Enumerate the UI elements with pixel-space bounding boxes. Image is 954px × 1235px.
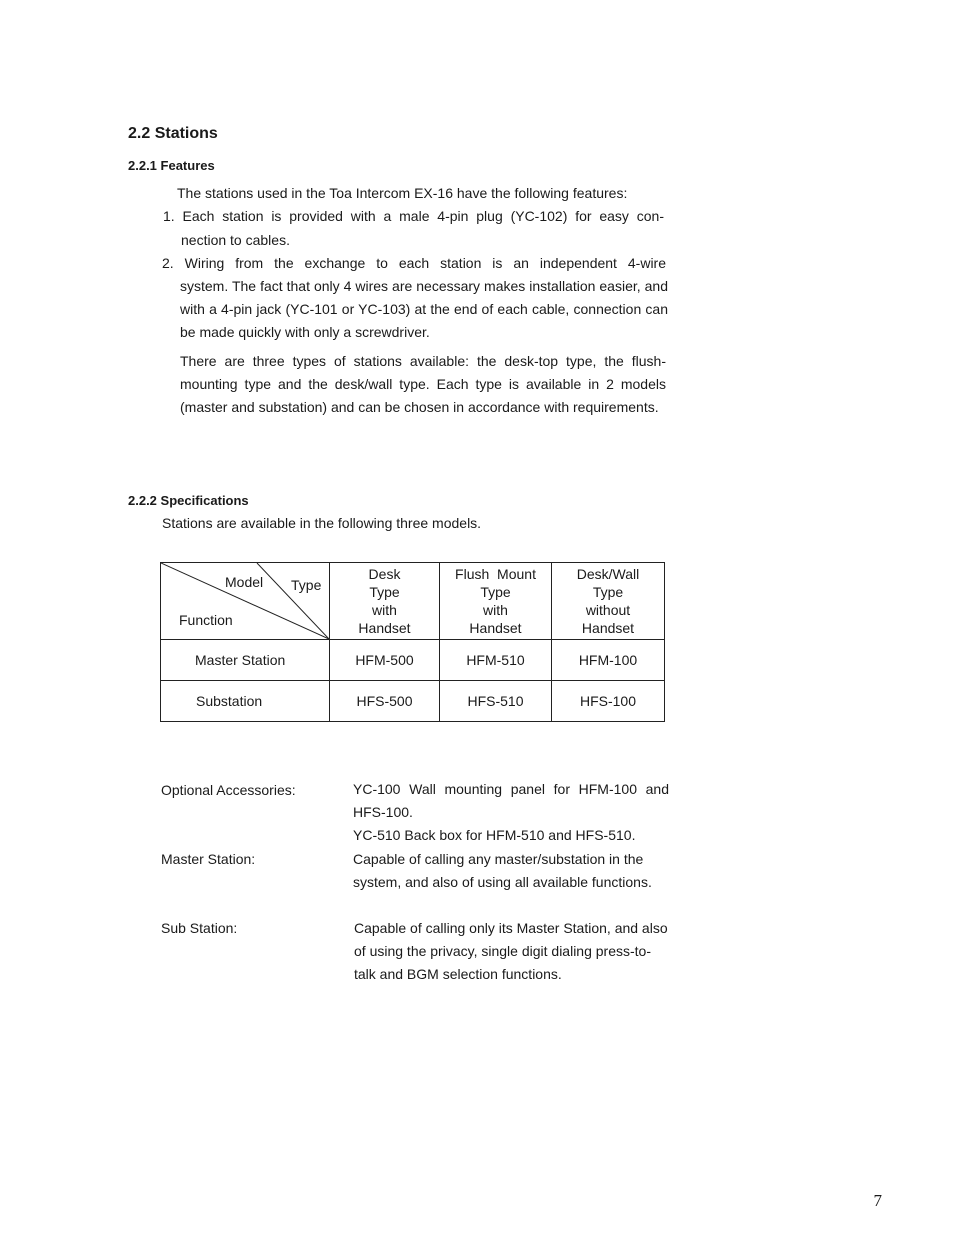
optional-accessories-label: Optional Accessories: bbox=[161, 782, 296, 798]
header-line: Flush Mount bbox=[455, 566, 536, 582]
header-line: Handset bbox=[581, 620, 635, 636]
header-line: Desk/Wall bbox=[576, 566, 640, 582]
header-line: Type bbox=[592, 584, 624, 600]
sub-station-text: Capable of calling only its Master Station, and also of using the privacy, single digit dialing press-to-talk and BGM selection functions. bbox=[354, 920, 668, 982]
table-cell: HFM-100 bbox=[552, 640, 665, 681]
features-paragraph: There are three types of stations available: the desk-top type, the flush-mounting type and the desk/wall type. Each type is available in 2 models (master and substation) and can be chosen in accordance with requirements. bbox=[180, 353, 666, 415]
master-station-label: Master Station: bbox=[161, 851, 256, 867]
table-row-substation bbox=[161, 681, 665, 722]
row-label: Master Station bbox=[161, 640, 330, 681]
table-cell: HFS-500 bbox=[330, 681, 440, 722]
column-header-desk bbox=[330, 563, 440, 640]
table-cell: HFM-510 bbox=[440, 640, 552, 681]
corner-function-label: Function bbox=[179, 612, 233, 628]
specifications-intro: Stations are available in the following three models. bbox=[162, 515, 482, 531]
optional-accessories-text-1: YC-100 Wall mounting panel for HFM-100 and HFS-100. bbox=[353, 781, 669, 820]
feature-item-1-line2: nection to cables. bbox=[181, 232, 290, 248]
header-line: with bbox=[372, 602, 397, 618]
header-line: without bbox=[585, 602, 631, 618]
features-intro: The stations used in the Toa Intercom EX-16 have the following features: bbox=[177, 185, 628, 201]
corner-type-label: Type bbox=[291, 577, 322, 593]
table-corner-cell bbox=[161, 563, 330, 640]
header-line: Type bbox=[369, 584, 400, 600]
row-label: Substation bbox=[161, 681, 330, 722]
table-cell: HFS-100 bbox=[552, 681, 665, 722]
header-line: Desk bbox=[368, 566, 401, 582]
header-line: Handset bbox=[469, 620, 522, 636]
features-heading: 2.2.1 Features bbox=[128, 158, 215, 173]
table-cell: HFM-500 bbox=[330, 640, 440, 681]
column-header-desk-wall bbox=[552, 563, 665, 640]
section-title: 2.2 Stations bbox=[128, 125, 218, 142]
corner-model-label: Model bbox=[225, 574, 264, 590]
spec-table bbox=[160, 562, 665, 722]
header-line: with bbox=[483, 602, 508, 618]
feature-item-2-line1: 2. Wiring from the exchange to each station is an independent 4-wire bbox=[162, 255, 666, 271]
feature-item-2-rest: system. The fact that only 4 wires are necessary makes installation easier, and with a 4-pin jack (YC-101 or YC-103) at the end of each cable, connection can be made quickly with only a screwdriver. bbox=[180, 278, 668, 340]
page-number: 7 bbox=[873, 1191, 882, 1210]
table-cell: HFS-510 bbox=[440, 681, 552, 722]
optional-accessories-text-2: YC-510 Back box for HFM-510 and HFS-510. bbox=[353, 827, 636, 843]
master-station-text: Capable of calling any master/substation in the system, and also of using all available functions. bbox=[353, 851, 652, 890]
specifications-heading: 2.2.2 Specifications bbox=[128, 493, 249, 508]
table-header-row bbox=[161, 563, 665, 640]
sub-station-label: Sub Station: bbox=[161, 920, 238, 936]
feature-item-1-line1: 1. Each station is provided with a male 4-pin plug (YC-102) for easy con- bbox=[163, 208, 664, 224]
header-line: Type bbox=[480, 584, 511, 600]
column-header-flush-mount bbox=[440, 563, 552, 640]
table-row-master bbox=[161, 640, 665, 681]
header-line: Handset bbox=[358, 620, 411, 636]
